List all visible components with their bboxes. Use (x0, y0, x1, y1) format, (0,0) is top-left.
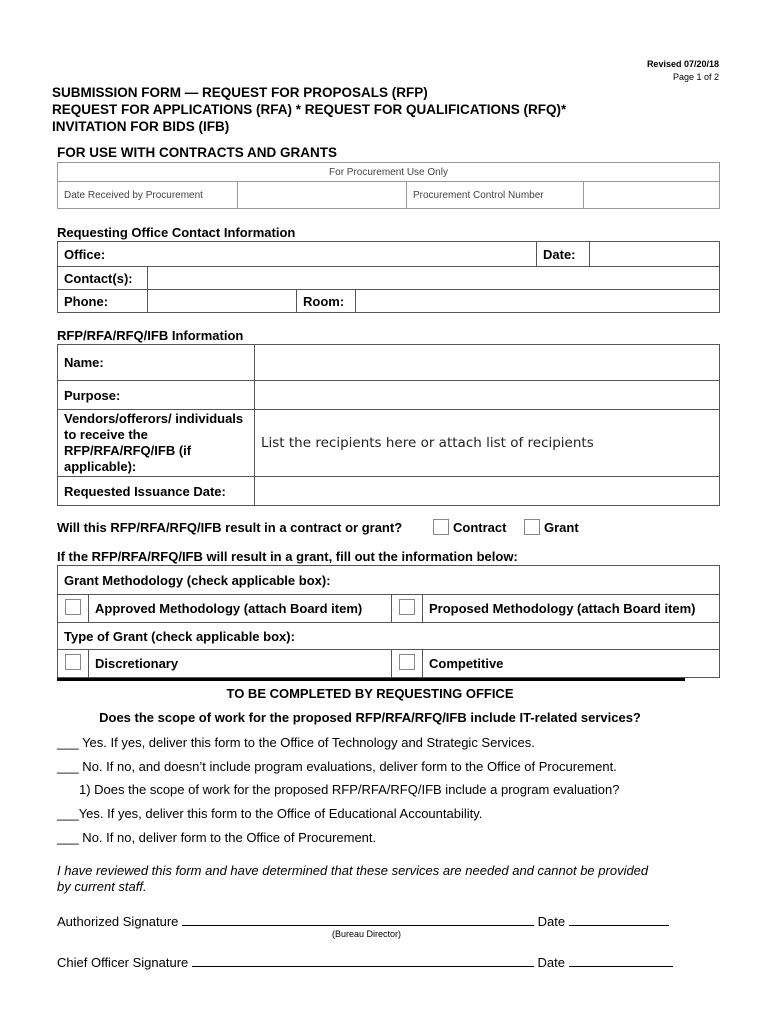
methodology-label: Grant Methodology (check applicable box): (58, 566, 720, 595)
name-label: Name: (58, 345, 255, 381)
it-question: Does the scope of work for the proposed RFP/RFA/RFQ/IFB include IT-related services? (99, 710, 641, 725)
purpose-field[interactable] (255, 381, 720, 410)
form-subtitle: FOR USE WITH CONTRACTS AND GRANTS (57, 145, 337, 160)
room-label: Room: (297, 290, 356, 313)
title-line-2: REQUEST FOR APPLICATIONS (RFA) * REQUEST FOR QUALIFICATIONS (RFQ)* (52, 102, 567, 117)
contract-label: Contract (453, 520, 507, 535)
procurement-table (57, 162, 720, 209)
chief-signature-label: Chief Officer Signature (57, 955, 189, 970)
phone-label: Phone: (58, 290, 148, 313)
authorized-date-label: Date (537, 914, 566, 929)
eval-question: 1) Does the scope of work for the proposed RFP/RFA/RFQ/IFB include a program evaluation? (79, 782, 620, 797)
discretionary-checkbox[interactable] (65, 654, 81, 670)
info-heading: RFP/RFA/RFQ/IFB Information (57, 328, 244, 343)
office-label: Office: (58, 242, 537, 267)
title-line-1: SUBMISSION FORM — REQUEST FOR PROPOSALS (RFP) (52, 85, 428, 100)
control-number-field[interactable] (584, 182, 720, 209)
info-table (57, 344, 720, 506)
approved-label: Approved Methodology (attach Board item) (89, 595, 392, 623)
office-heading: TO BE COMPLETED BY REQUESTING OFFICE (226, 686, 514, 701)
type-label: Type of Grant (check applicable box): (58, 623, 720, 650)
authorized-signature-line[interactable] (182, 912, 534, 926)
date-received-label: Date Received by Procurement (58, 182, 238, 209)
review-statement: I have reviewed this form and have determined that these services are needed and cannot be provided by current staff. (57, 863, 649, 894)
competitive-label: Competitive (423, 650, 720, 678)
vendors-label: Vendors/offerors/ individuals to receive the RFP/RFA/RFQ/IFB (if applicable): (58, 410, 255, 477)
chief-signature-line[interactable] (192, 953, 534, 967)
approved-checkbox[interactable] (65, 599, 81, 615)
contacts-field[interactable] (148, 267, 720, 290)
authorized-date-line[interactable] (569, 912, 669, 926)
eval-no-option: ___ No. If no, deliver form to the Office of Procurement. (57, 830, 377, 845)
contacts-label: Contact(s): (58, 267, 148, 290)
eval-yes-option: ___Yes. If yes, deliver this form to the Office of Educational Accountability. (57, 806, 483, 821)
control-number-label: Procurement Control Number (407, 182, 584, 209)
form-title (52, 84, 566, 135)
proposed-checkbox[interactable] (399, 599, 415, 615)
grant-checkbox[interactable] (524, 519, 540, 535)
result-question: Will this RFP/RFA/RFQ/IFB result in a contract or grant? (57, 520, 403, 535)
purpose-label: Purpose: (58, 381, 255, 410)
grant-heading: If the RFP/RFA/RFQ/IFB will result in a grant, fill out the information below: (57, 549, 518, 564)
phone-field[interactable] (148, 290, 297, 313)
room-field[interactable] (356, 290, 720, 313)
authorized-signature-label: Authorized Signature (57, 914, 179, 929)
procurement-heading: For Procurement Use Only (58, 163, 720, 182)
issuance-label: Requested Issuance Date: (58, 477, 255, 506)
proposed-label: Proposed Methodology (attach Board item) (423, 595, 720, 623)
issuance-field[interactable] (255, 477, 720, 506)
it-yes-option: ___ Yes. If yes, deliver this form to the Office of Technology and Strategic Services. (57, 735, 535, 750)
date-label: Date: (537, 242, 590, 267)
grant-table (57, 565, 720, 678)
section-divider (57, 678, 685, 681)
discretionary-label: Discretionary (89, 650, 392, 678)
contact-table (57, 241, 720, 313)
competitive-checkbox[interactable] (399, 654, 415, 670)
contact-heading: Requesting Office Contact Information (57, 225, 296, 240)
title-line-3: INVITATION FOR BIDS (IFB) (52, 119, 230, 134)
it-no-option: ___ No. If no, and doesn’t include program evaluations, deliver form to the Office of Procurement. (57, 759, 617, 774)
chief-date-line[interactable] (569, 953, 673, 967)
contract-checkbox[interactable] (433, 519, 449, 535)
revised-date: Revised 07/20/18 (646, 59, 719, 69)
bureau-director-label: (Bureau Director) (332, 929, 402, 939)
grant-label: Grant (544, 520, 579, 535)
chief-date-label: Date (537, 955, 565, 970)
date-received-field[interactable] (238, 182, 407, 209)
authorized-signature-row (57, 912, 669, 929)
vendors-field[interactable]: List the recipients here or attach list of recipients (255, 410, 720, 477)
date-field[interactable] (590, 242, 720, 267)
page-number: Page 1 of 2 (672, 72, 719, 82)
name-field[interactable] (255, 345, 720, 381)
chief-signature-row (57, 953, 673, 970)
